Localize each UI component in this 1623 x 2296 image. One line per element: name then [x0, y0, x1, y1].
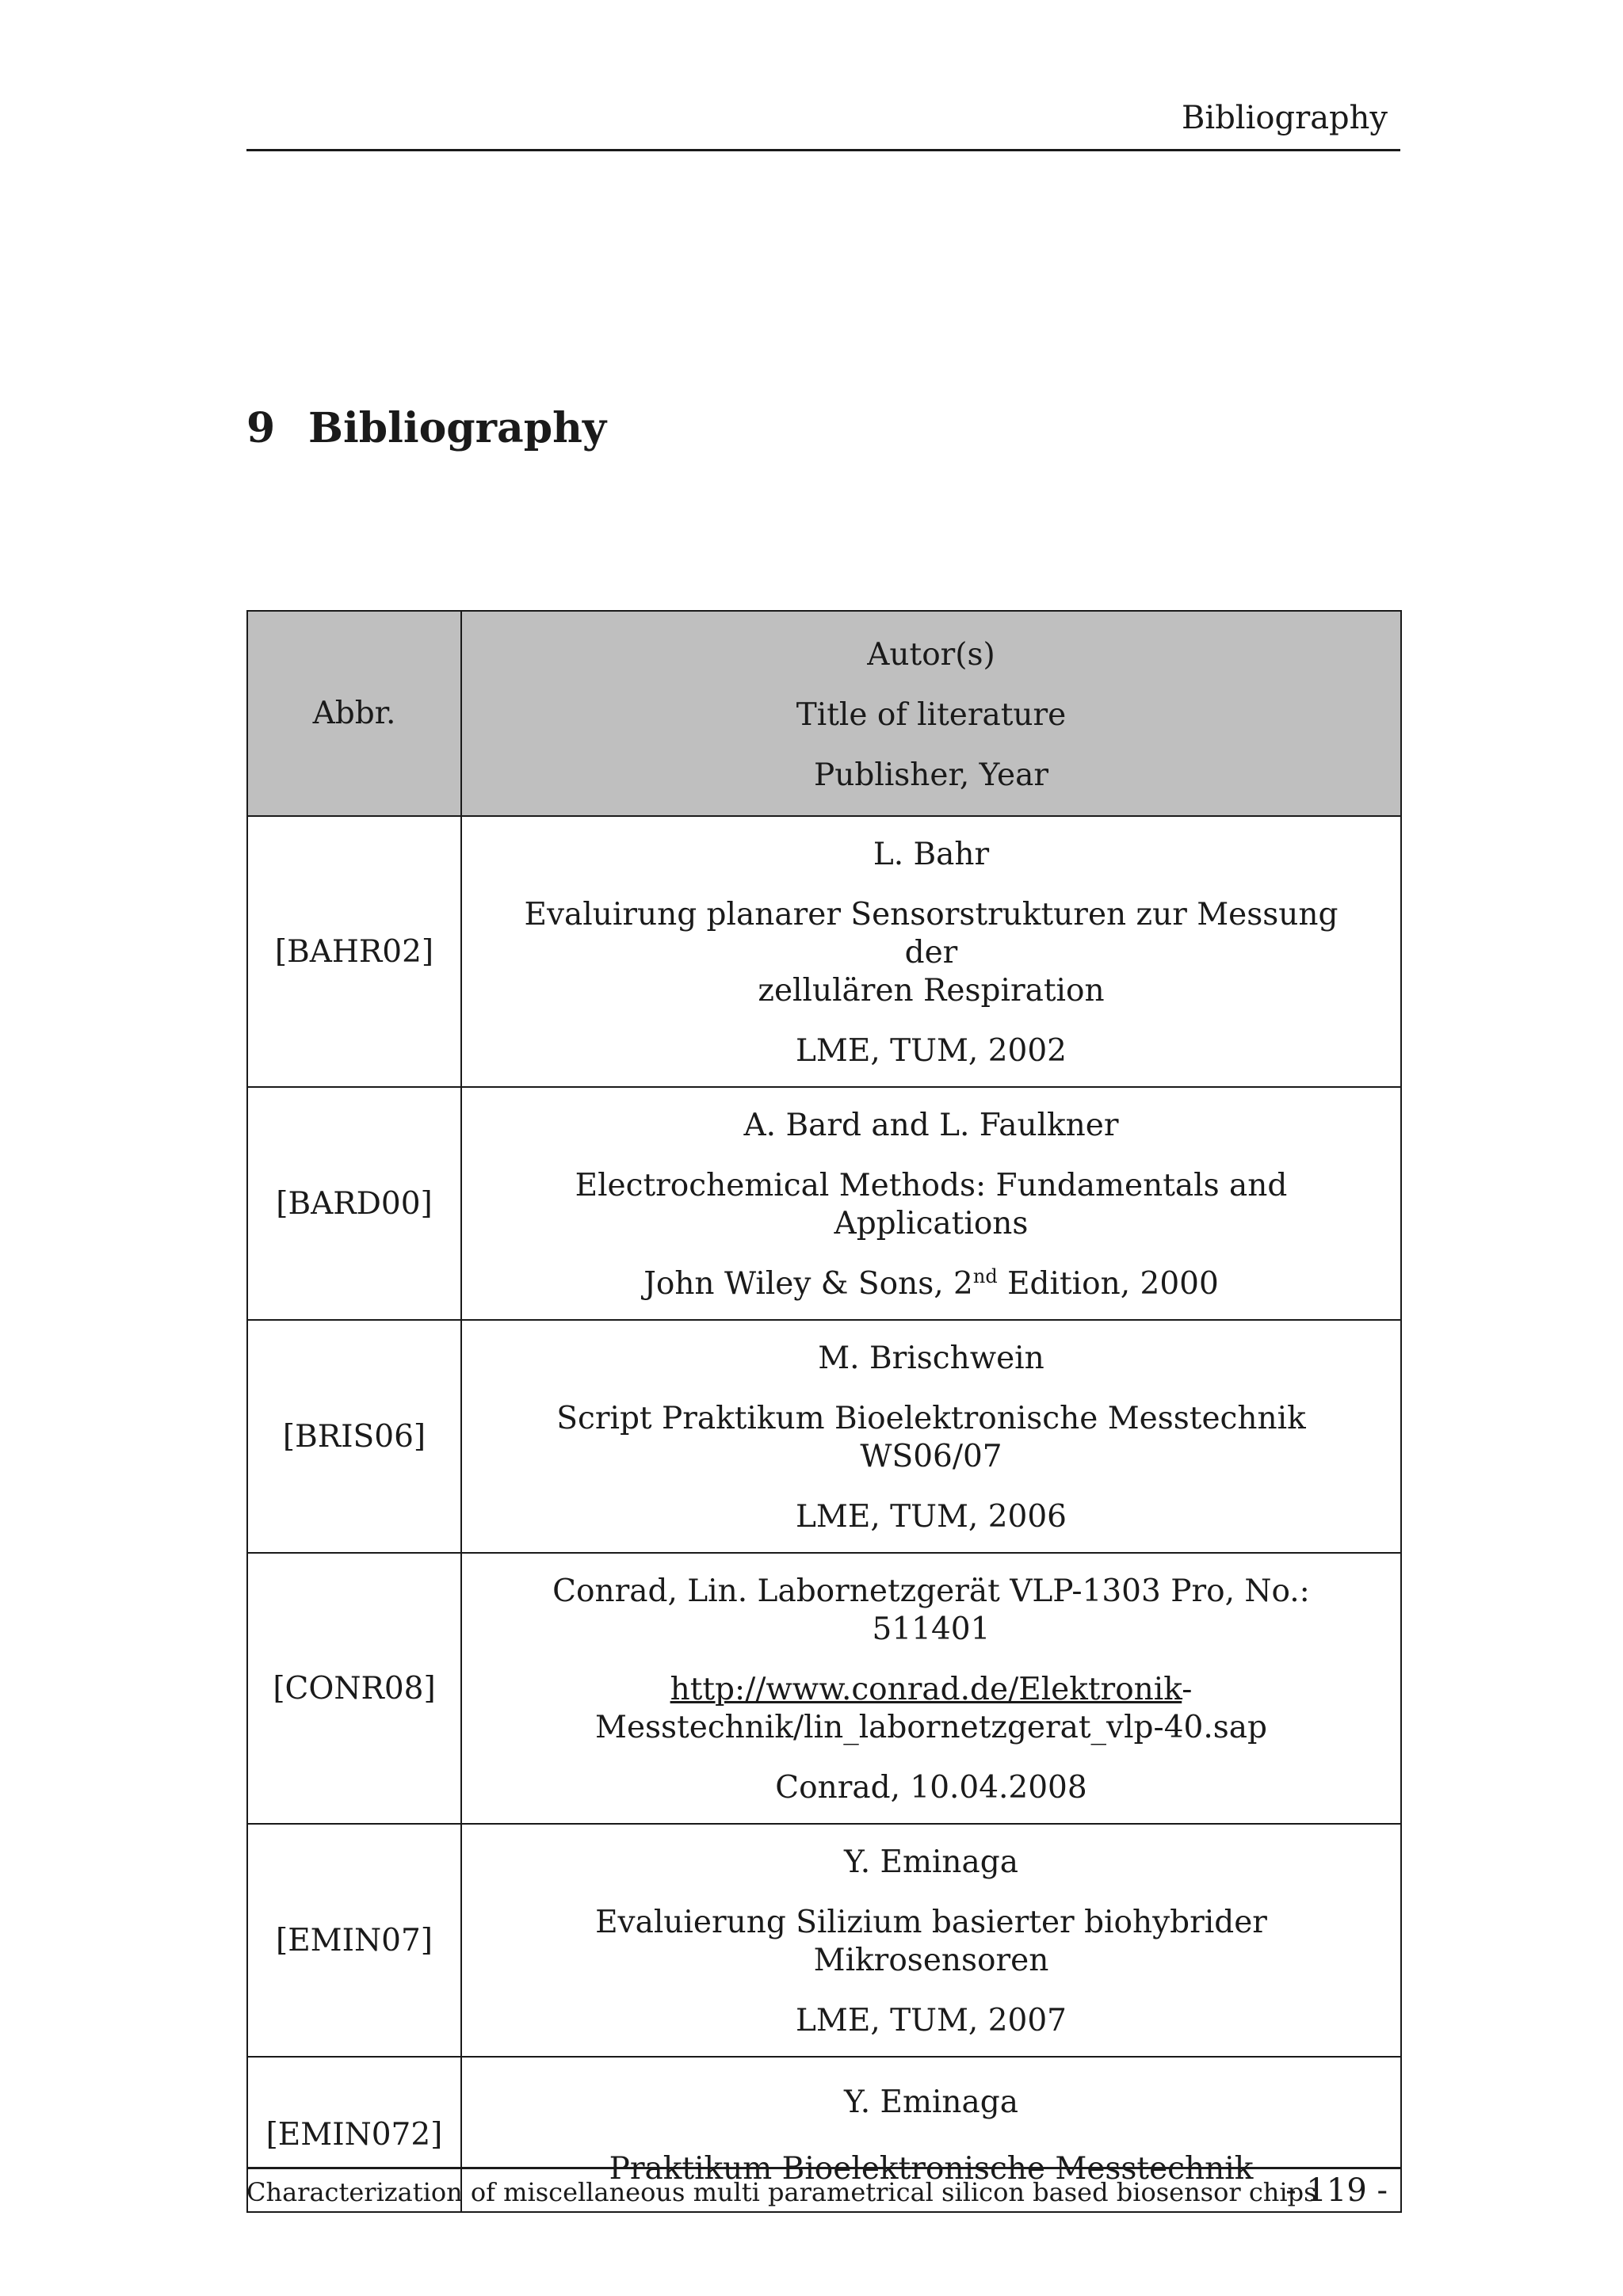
bibliography-table [246, 610, 1402, 2213]
row-authors: Y. Eminaga [843, 2084, 1019, 2120]
row-abbr: [BRIS06] [247, 1320, 461, 1553]
row-abbr: [EMIN07] [247, 1824, 461, 2057]
row-entry [461, 1824, 1401, 2057]
row-abbr: [EMIN072] [247, 2057, 461, 2212]
table-header-row [247, 611, 1401, 816]
row-entry [461, 1553, 1401, 1824]
row-publisher: LME, TUM, 2002 [796, 1033, 1067, 1069]
row-title: Electrochemical Methods: Fundamentals and Applications [575, 1168, 1288, 1241]
row-title: Praktikum Bioelektronische Messtechnik [609, 2151, 1254, 2187]
row-authors: A. Bard and L. Faulkner [743, 1108, 1119, 1143]
row-entry [461, 816, 1401, 1087]
row-title: Evaluirung planarer Sensorstrukturen zur Messung der zellulären Respiration [524, 897, 1338, 1009]
row-publisher: John Wiley & Sons, 2nd Edition, 2000 [643, 1265, 1219, 1302]
running-header-title: Bibliography [1182, 100, 1388, 136]
header-abbr-cell: Abbr. [247, 611, 461, 816]
row-title: Evaluierung Silizium basierter biohybrider Mikrosensoren [595, 1905, 1267, 1978]
header-title-label: Title of literature [796, 696, 1067, 733]
row-authors: Y. Eminaga [843, 1844, 1019, 1880]
row-entry [461, 1087, 1401, 1320]
page-number: - 119 - [1285, 2172, 1388, 2209]
chapter-heading [246, 404, 606, 452]
table-row [247, 1553, 1401, 1824]
chapter-number: 9 [246, 404, 276, 452]
row-authors: L. Bahr [873, 837, 990, 872]
row-abbr: [BARD00] [247, 1087, 461, 1320]
header-entry-cell [461, 611, 1401, 816]
header-authors-label: Autor(s) [867, 636, 995, 673]
row-authors: Conrad, Lin. Labornetzgerät VLP-1303 Pro, No.: 511401 [552, 1573, 1310, 1647]
row-entry [461, 1320, 1401, 1553]
row-publisher: LME, TUM, 2007 [796, 2003, 1067, 2039]
row-publisher: LME, TUM, 2006 [796, 1499, 1067, 1535]
row-publisher: Conrad, 10.04.2008 [775, 1770, 1087, 1806]
row-url: http://www.conrad.de/Elektronik- Messtechnik/lin_labornetzgerat_vlp-40.sap [595, 1672, 1267, 1745]
running-header [246, 93, 1400, 151]
row-abbr: [BAHR02] [247, 816, 461, 1087]
chapter-title: Bibliography [308, 404, 607, 452]
footer-thesis-title: Characterization of miscellaneous multi parametrical silicon based biosensor chips [246, 2177, 1317, 2207]
table-row [247, 1320, 1401, 1553]
row-abbr: [CONR08] [247, 1553, 461, 1824]
url-link[interactable]: http://www.conrad.de/Elektronik [670, 1672, 1182, 1707]
table-row [247, 816, 1401, 1087]
row-authors: M. Brischwein [818, 1341, 1044, 1376]
header-publisher-label: Publisher, Year [814, 757, 1048, 793]
table-row [247, 1824, 1401, 2057]
table-row [247, 1087, 1401, 1320]
row-title: Script Praktikum Bioelektronische Messtechnik WS06/07 [556, 1401, 1306, 1474]
